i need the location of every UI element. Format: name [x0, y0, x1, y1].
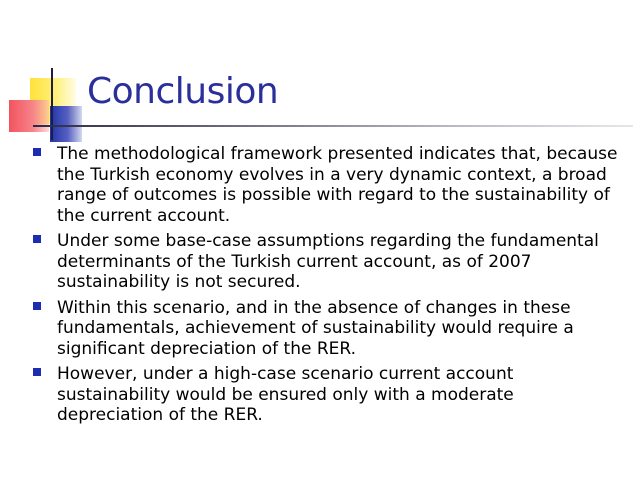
square-bullet-icon	[33, 368, 41, 376]
bullet-item	[30, 298, 620, 360]
bullet-item	[30, 364, 620, 426]
square-bullet-icon	[33, 148, 41, 156]
square-bullet-icon	[33, 302, 41, 310]
logo-blue-square	[50, 106, 82, 142]
title-underline-divider	[33, 125, 633, 127]
bullet-text: Under some base-case assumptions regarding the fundamental determinants of the Turkish current account, as of 2007 sustainability is not secured.	[57, 231, 599, 292]
bullet-text: The methodological framework presented indicates that, because the Turkish economy evolves in a very dynamic context, a broad range of outcomes is possible with regard to the sustainability of the current account.	[57, 144, 618, 226]
bullet-text: However, under a high-case scenario current account sustainability would be ensured only with a moderate depreciation of the RER.	[57, 364, 514, 425]
bullet-item	[30, 231, 620, 293]
bullet-item	[30, 144, 620, 226]
logo-red-square	[9, 100, 49, 132]
bullet-text: Within this scenario, and in the absence of changes in these fundamentals, achievement of sustainability would require a significant depreciation of the RER.	[57, 297, 574, 359]
slide-title: Conclusion	[87, 71, 279, 112]
bullet-list	[30, 144, 620, 431]
logo-vertical-line	[51, 68, 53, 140]
square-bullet-icon	[33, 235, 41, 243]
